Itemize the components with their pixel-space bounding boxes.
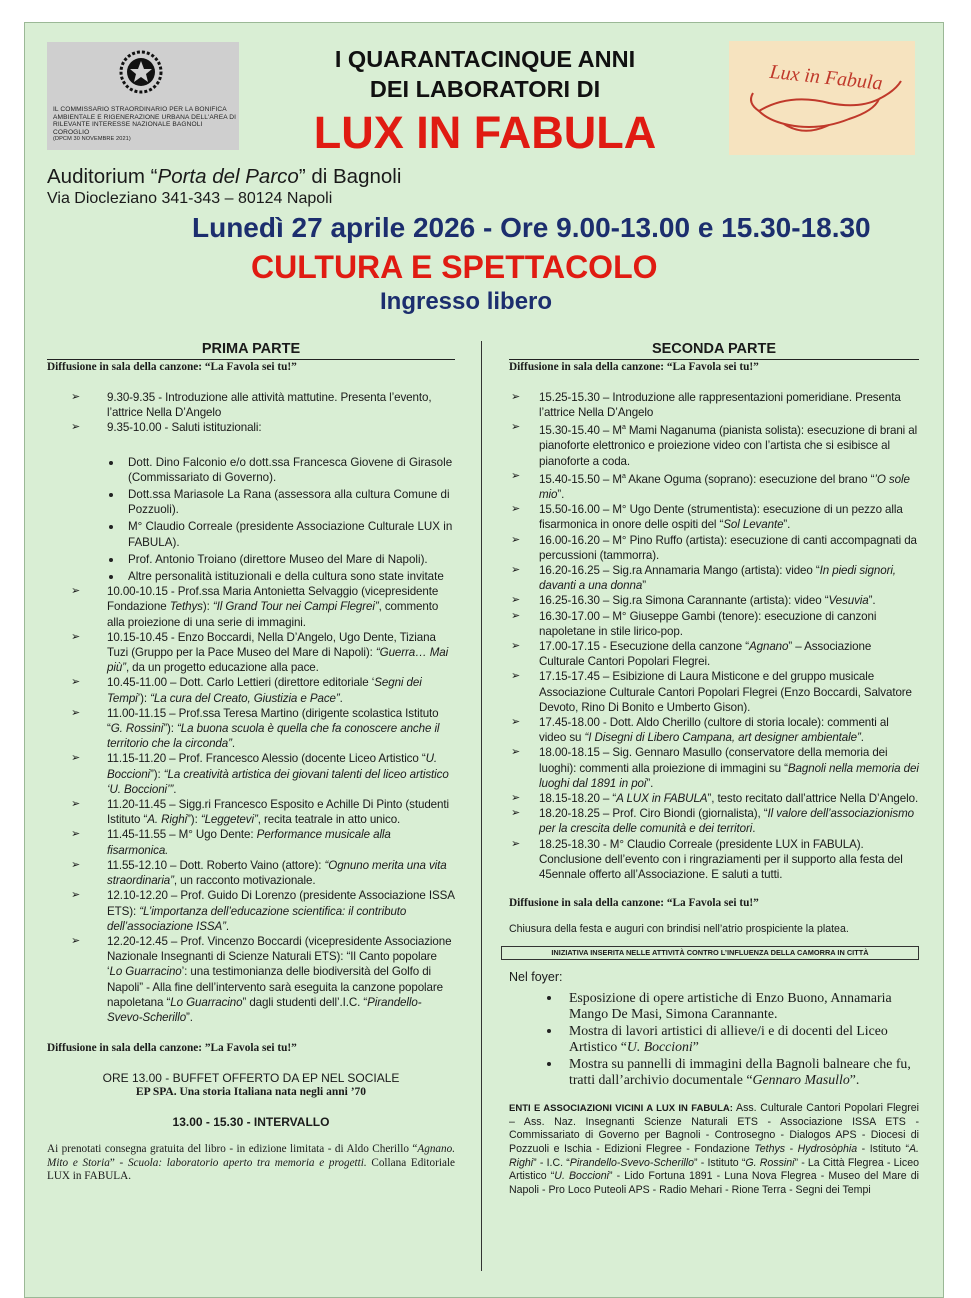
program-item: ➢ 11.55-12.10 – Dott. Roberto Vaino (attore): “Ognuno merita una vita straordinaria”, un racconto motivazionale. bbox=[47, 858, 455, 888]
program-item: ➢ 16.00-16.20 – M° Pino Ruffo (artista): esecuzione di canti accompagnati da percussioni (tammorra). bbox=[509, 533, 919, 563]
program-item: ➢ 17.15-17.45 – Esibizione di Laura Misticone e del gruppo musicale Associazione Culturale Cantori Popolari Flegrei (Enzo Boccardi, Salvatore Devoto, Rino Di Bonito e Umberto Gison). bbox=[509, 669, 919, 715]
second-part-heading: SECONDA PARTE bbox=[509, 341, 919, 360]
program-item: ➢ 15.50-16.00 – M° Ugo Dente (strumentista): esecuzione di un pezzo alla fisarmonica in onore delle ospiti del “Sol Levante”. bbox=[509, 502, 919, 532]
program-item: ➢ $15.40-15.50 - M^a$ Akane Oguma (soprano): esecuzione del brano “’O sole mio”. bbox=[509, 469, 919, 502]
second-part-column bbox=[509, 341, 919, 1197]
program-item: ➢ 10.45-11.00 – Dott. Carlo Lettieri (direttore editoriale ‘Segni dei Tempi’): “La cura del Creato, Giustizia e Pace”. bbox=[47, 675, 455, 705]
free-entry: Ingresso libero bbox=[380, 288, 553, 315]
flyer-page bbox=[24, 22, 944, 1298]
first-part-column bbox=[47, 341, 455, 1184]
program-item: ➢ 18.20-18.25 – Prof. Ciro Biondi (giornalista), “Il valore dell’associazionismo per la crescita delle comunità e dei territori. bbox=[509, 806, 919, 836]
foyer-item: Mostra su pannelli di immagini della Bagnoli balneare che fu, tratti dall’archivio documentale “Gennaro Masullo”. bbox=[509, 1056, 919, 1088]
greeting-item: Dott. Dino Falconio e/o dott.ssa Francesca Giovene di Girasole (Commissariato di Governo). bbox=[47, 455, 455, 485]
program-item: ➢ 9.30-9.35 - Introduzione alle attività mattutine. Presenta l’evento, l’attrice Nella D’Angelo bbox=[47, 390, 455, 420]
greeting-item: Prof. Antonio Troiano (direttore Museo del Mare di Napoli). bbox=[47, 552, 455, 567]
greeting-item: Dott.ssa Mariasole La Rana (assessora alla cultura Comune di Pozzuoli). bbox=[47, 487, 455, 517]
program-item: ➢ 10.15-10.45 - Enzo Boccardi, Nella D’Angelo, Ugo Dente, Tiziana Tuzi (Gruppo per la Pace Museo del Mare di Napoli): “Guerra… Mai più”, da un progetto educazione alla pace. bbox=[47, 630, 455, 676]
program-item: ➢ 15.25-15.30 – Introduzione alle rappresentazioni pomeridiane. Presenta l’attrice Nella D’Angelo bbox=[509, 390, 919, 420]
column-divider bbox=[481, 341, 482, 1271]
program-item: ➢ 16.25-16.30 – Sig.ra Simona Carannante (artista): video “Vesuvia”. bbox=[509, 593, 919, 608]
magic-lamp-icon bbox=[729, 41, 915, 155]
partner-organizations: ENTI E ASSOCIAZIONI VICINI A LUX IN FABULA: Ass. Culturale Cantori Popolari Flegrei – Ass. Naz. Insegnanti Scienze Naturali ETS - Associazione ISSA ETS - Commissariato di Governo per Bagnoli - Controsegno - Dialogos APS - Diocesi di Pozzuoli e Ischia - Edizioni Flegree - Fondazione Tethys - Hydrosòphia - Istituto “A. Righi” - I.C. “Pirandello-Svevo-Scherillo” - Istituto “G. Rossini” - La Città Flegrea - Liceo Artistico “U. Boccioni” - Lido Fortuna 1891 - Luna Nova Flegrea - Museo del Mare di Napoli - Pro Loco Puteoli APS - Radio Mehari - Rione Terra - Segni dei Tempi bbox=[509, 1102, 919, 1196]
program-item: ➢ 11.15-11.20 – Prof. Francesco Alessio (docente Liceo Artistico “U. Boccioni”): “La creatività artistica dei giovani talenti del liceo artistico ‘U. Boccioni’”. bbox=[47, 751, 455, 797]
foyer-item: Esposizione di opere artistiche di Enzo Buono, Annamaria Mango De Masi, Simona Carannante. bbox=[509, 990, 919, 1022]
government-logo bbox=[47, 42, 239, 150]
program-item: ➢ 11.45-11.55 – M° Ugo Dente: Performance musicale alla fisarmonica. bbox=[47, 827, 455, 857]
closing-note: Chiusura della festa e auguri con brindisi nell’atrio prospiciente la platea. bbox=[509, 923, 849, 936]
program-item: ➢ 12.20-12.45 – Prof. Vincenzo Boccardi (vicepresidente Associazione Nazionale Insegnanti di Scienze Naturali ETS): “Il Canto popolare ‘Lo Guarracino’: una testimonianza delle biodiversità del Golfo di Napoli” - Alla fine dell’intervento sarà eseguita la canzone popolare napoletana “Lo Guarracino” dagli studenti dell’.I.C. “Pirandello-Svevo-Scherillo”. bbox=[47, 934, 455, 1025]
svg-text:Lux in Fabula: Lux in Fabula bbox=[768, 60, 884, 95]
program-item: ➢ 10.00-10.15 - Prof.ssa Maria Antonietta Selvaggio (vicepresidente Fondazione Tethys): “Il Grand Tour nei Campi Flegrei”, commento alla proiezione di una serie di immagini. bbox=[47, 584, 455, 630]
foyer-heading: Nel foyer: bbox=[509, 970, 563, 985]
book-note: Ai prenotati consegna gratuita del libro - in edizione limitata - di Aldo Cherillo “Agnano. Mito e Storia” - Scuola: laboratorio aperto tra memoria e progetti. Collana Editoriale LUX in FABULA. bbox=[47, 1143, 455, 1183]
program-item: ➢ 16.20-16.25 – Sig.ra Annamaria Mango (artista): video “In piedi signori, davanti a una donna” bbox=[509, 563, 919, 593]
event-date: Lunedì 27 aprile 2026 - Ore 9.00-13.00 e 15.30-18.30 bbox=[192, 212, 871, 243]
song-broadcast-note: Diffusione in sala della canzone: ”La Favola sei tu!” bbox=[47, 1042, 297, 1055]
foyer-item: Mostra di lavori artistici di allieve/i e di docenti del Liceo Artistico “U. Boccioni” bbox=[509, 1023, 919, 1055]
program-item: ➢ 18.15-18.20 – “A LUX in FABULA”, testo recitato dall’attrice Nella D’Angelo. bbox=[509, 791, 919, 806]
main-title: LUX IN FABULA bbox=[313, 107, 657, 158]
song-broadcast-note: Diffusione in sala della canzone: “La Favola sei tu!” bbox=[509, 361, 759, 373]
program-item: ➢ 11.20-11.45 – Sigg.ri Francesco Esposito e Achille Di Pinto (studenti Istituto “A. Righi”): “Leggetevi”, recita teatrale in atto unico. bbox=[47, 797, 455, 827]
lux-in-fabula-logo bbox=[729, 41, 915, 155]
program-item: ➢ 18.00-18.15 – Sig. Gennaro Masullo (conservatore della memoria dei luoghi): commenti alla proiezione di immagini su “Bagnoli nella memoria dei luoghi dal 1891 in poi”. bbox=[509, 745, 919, 791]
buffet-note: ORE 13.00 - BUFFET OFFERTO DA EP NEL SOCIALE bbox=[102, 1071, 400, 1086]
ep-note: EP SPA. Una storia Italiana nata negli anni ’70 bbox=[135, 1086, 367, 1099]
program-item: ➢ 9.35-10.00 - Saluti istituzionali: bbox=[47, 420, 455, 435]
song-broadcast-note: Diffusione in sala della canzone: “La Favola sei tu!” bbox=[47, 361, 297, 373]
anti-camorra-initiative-box: INIZIATIVA INSERITA NELLE ATTIVITÀ CONTRO L’INFLUENZA DELLA CAMORRA IN CITTÀ bbox=[501, 946, 919, 960]
program-item: ➢ 17.00-17.15 - Esecuzione della canzone “Agnano” – Associazione Culturale Cantori Popolari Flegrei. bbox=[509, 639, 919, 669]
event-theme: CULTURA E SPETTACOLO bbox=[251, 249, 658, 285]
title-line-1: I QUARANTACINQUE ANNI bbox=[334, 46, 636, 72]
greeting-item: Altre personalità istituzionali e della cultura sono state invitate bbox=[47, 569, 455, 584]
program-item: ➢ 16.30-17.00 – M° Giuseppe Gambi (tenore): esecuzione di canzoni napoletane in stile lirico-pop. bbox=[509, 609, 919, 639]
song-broadcast-note: Diffusione in sala della canzone: “La Favola sei tu!” bbox=[509, 897, 759, 910]
venue: Auditorium “Porta del Parco” di Bagnoli bbox=[47, 165, 402, 188]
program-item: ➢ 11.00-11.15 – Prof.ssa Teresa Martino (dirigente scolastica Istituto “G. Rossini”): “La buona scuola è quella che fa conoscere anche il territorio che la circonda”. bbox=[47, 706, 455, 752]
program-item: ➢ 18.25-18.30 - M° Claudio Correale (presidente LUX in FABULA). Conclusione dell’evento con i ringraziamenti per il supporto alla festa del 45ennale offerto all’Associazione. E saluti a tutti. bbox=[509, 837, 919, 883]
first-part-heading: PRIMA PARTE bbox=[47, 341, 455, 360]
program-item: ➢ $15.30-15.40 - M^a$ Mami Naganuma (pianista solista): esecuzione di brani al pianoforte elettronico e proiezione video con l’artista che si esibisce al pianoforte a coda. bbox=[509, 420, 919, 468]
title-line-2: DEI LABORATORI DI bbox=[369, 76, 601, 102]
venue-address: Via Diocleziano 341-343 – 80124 Napoli bbox=[47, 190, 333, 207]
program-item: ➢ 12.10-12.20 – Prof. Guido Di Lorenzo (presidente Associazione ISSA ETS): “L’importanza dell’educazione scientifica: il contributo dell’associazione ISSA”. bbox=[47, 888, 455, 934]
program-item: ➢ 17.45-18.00 - Dott. Aldo Cherillo (cultore di storia locale): commenti al video su “I Disegni di Libero Campana, art designer ambientale”. bbox=[509, 715, 919, 745]
break-note: 13.00 - 15.30 - INTERVALLO bbox=[172, 1115, 330, 1130]
italian-republic-emblem-icon bbox=[119, 50, 163, 94]
government-logo-text: IL COMMISSARIO STRAORDINARIO PER LA BONIFICA AMBIENTALE E RIGENERAZIONE URBANA DELL'AREA DI RILEVANTE INTERESSE NAZIONALE BAGNOLI COROGLIO (DPCM 30 NOVEMBRE 2021) bbox=[53, 106, 237, 143]
greeting-item: M° Claudio Correale (presidente Associazione Culturale LUX in FABULA). bbox=[47, 519, 455, 549]
